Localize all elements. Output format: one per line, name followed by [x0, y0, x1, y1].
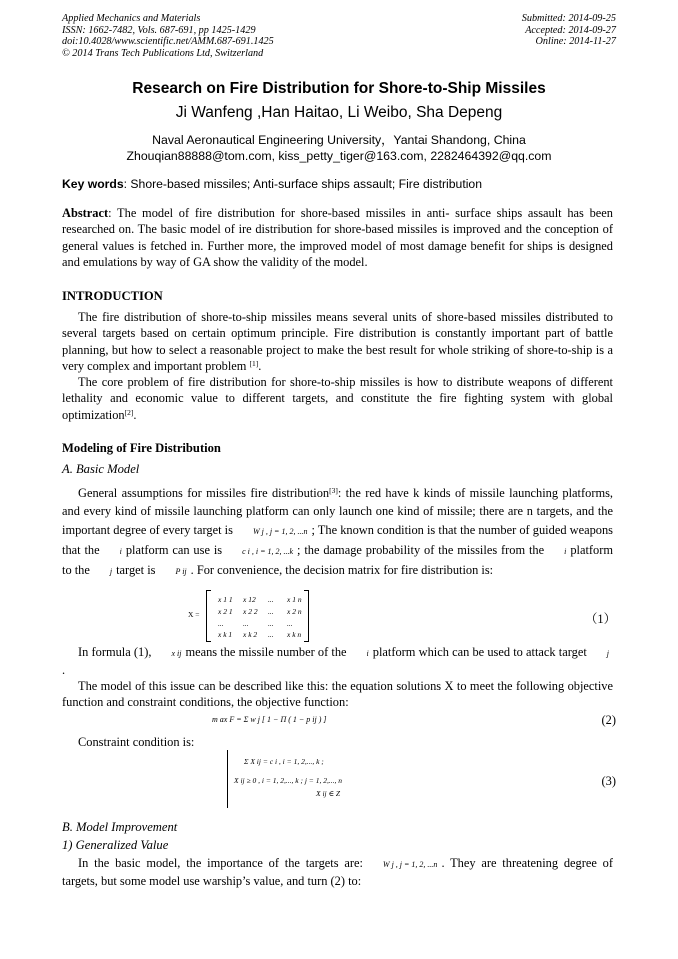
matrix-cell: ... — [218, 619, 224, 628]
equation-number-2: (2) — [601, 713, 616, 727]
matrix-cell: ... — [287, 619, 293, 628]
doi-line: doi:10.4028/www.scientific.net/AMM.687-691.1425 — [62, 36, 274, 48]
constraint-brace — [227, 750, 232, 808]
intro-paragraph-2: The core problem of fire distribution for shore-to-ship missiles is how to distribute weapons of different lethality and economic value to different targets, and constitute the fire fighting system with global optimization[2]. — [62, 375, 613, 422]
subsection-model-improvement: B. Model Improvement — [62, 820, 178, 834]
matrix-cell: ... — [268, 630, 274, 639]
matrix-cell: x 2 n — [287, 607, 302, 616]
math-p-ij: P ij — [175, 567, 187, 577]
matrix-cell: x 2 2 — [243, 607, 258, 616]
affiliation — [0, 132, 678, 164]
modeling-heading: Modeling of Fire Distribution — [62, 441, 221, 455]
accepted-date: Accepted: 2014-09-27 — [525, 24, 616, 36]
matrix-cell: ... — [243, 619, 249, 628]
keywords — [62, 177, 622, 191]
subsection-basic-model: A. Basic Model — [62, 462, 140, 476]
basic-model-paragraph: General assumptions for missiles fire distribution[3]: the red have k kinds of missile launching platforms, and every kind of missile launching platform can only launch one kind of missile; there are n targets, and the important degree of every target is W j , j = 1, 2, ...n ; The known condition is that the number of guided weapons that the i platform can use is c i , i = 1, 2, ...k ; the damage probability of the missiles from the i platform to the j target is P ij . For convenience, the decision matrix for fire distribution is: — [62, 484, 613, 581]
matrix-left-bracket — [206, 590, 211, 642]
math-i: i — [119, 546, 122, 556]
constraint-line: X ij ∈ Z — [316, 789, 341, 798]
matrix-cell: x 1 n — [287, 595, 302, 604]
constraint-line: X ij ≥ 0 , i = 1, 2,..., k ; j = 1, 2,..., n — [234, 776, 342, 785]
matrix-cell: ... — [268, 595, 274, 604]
affiliation-institution: Naval Aeronautical Engineering University，Yantai Shandong, China — [152, 133, 526, 147]
journal-header-right — [522, 13, 616, 48]
math-j: j — [606, 649, 609, 658]
citation-3: [3] — [329, 486, 338, 495]
formula-explanation: In formula (1), x ij means the missile number of the i platform which can be used to attack target j. — [62, 645, 609, 678]
math-w-j: W j , j = 1, 2, ...n — [382, 860, 438, 869]
math-j: j — [109, 567, 113, 577]
paper-authors: Ji Wanfeng ,Han Haitao, Li Weibo, Sha Depeng — [175, 104, 503, 121]
equation-number-1: （1） — [585, 612, 616, 626]
matrix-cell: x 1 1 — [218, 595, 233, 604]
citation-2: [2] — [124, 407, 134, 417]
matrix-cell: x 12 — [243, 595, 256, 604]
abstract — [62, 205, 613, 270]
constraint-line: Σ X ij = c i , i = 1, 2,..., k ; — [244, 757, 324, 766]
journal-name: Applied Mechanics and Materials — [62, 13, 201, 24]
matrix-cell: x k n — [287, 630, 302, 639]
copyright-line: © 2014 Trans Tech Publications Ltd, Switzerland — [62, 47, 264, 59]
matrix-right-bracket — [304, 590, 309, 642]
math-i: i — [564, 546, 567, 556]
equation-number-3: (3) — [601, 774, 616, 788]
matrix-label: X = — [188, 610, 200, 619]
matrix-cell: ... — [268, 619, 274, 628]
affiliation-emails: Zhouqian88888@tom.com, kiss_petty_tiger@163.com, 2282464392@qq.com — [126, 149, 552, 163]
citation-1: [1] — [249, 358, 259, 368]
matrix-cell: x 2 1 — [218, 607, 233, 616]
online-date: Online: 2014-11-27 — [535, 36, 616, 48]
intro-heading: INTRODUCTION — [62, 289, 163, 303]
submitted-date: Submitted: 2014-09-25 — [521, 13, 616, 24]
keywords-text: : Shore-based missiles; Anti-surface ships assault; Fire distribution — [123, 177, 482, 191]
subsection-generalized-value: 1) Generalized Value — [62, 838, 169, 852]
journal-header-left — [62, 13, 274, 59]
abstract-text: : The model of fire distribution for shore-based missiles in anti- surface ships assault has been researched on. The basic model of ire distribution for shore-based missiles is improved and the conception of general values is fetched in. Further more, the improved model of most damage benefit for ships is designed and emulations by way of GA show the validity of the model. — [62, 206, 613, 269]
math-x-ij: x ij — [171, 649, 182, 658]
intro-paragraph-1: The fire distribution of shore-to-ship missiles means several units of shore-based missiles distributed to several targets based on certain optimum principle. Fire distribution is constantly important part of battle planning, but how to select a reasonable project to make the best result for whole striking of shore-to-ship is a very complex and important problem [1]. — [62, 310, 613, 373]
keywords-label: Key words — [62, 177, 124, 191]
objective-paragraph: The model of this issue can be described like this: the equation solutions X to meet the following objective function and constraint conditions, the objective function: — [62, 679, 613, 710]
matrix-cell: ... — [268, 607, 274, 616]
matrix-cell: x k 2 — [243, 630, 258, 639]
matrix-cell: x k 1 — [218, 630, 233, 639]
generalized-value-paragraph: In the basic model, the importance of the targets are: W j , j = 1, 2, ...n . They are threatening degree of targets, but some model use warship’s value, and turn (2) to: — [62, 856, 613, 889]
math-w-j: W j , j = 1, 2, ...n — [252, 526, 308, 536]
math-c-i: c i , i = 1, 2, ...k — [242, 546, 294, 556]
abstract-label: Abstract — [62, 206, 109, 220]
issn-line: ISSN: 1662-7482, Vols. 687-691, pp 1425-1429 — [62, 24, 256, 36]
paper-title: Research on Fire Distribution for Shore-to-Ship Missiles — [132, 80, 546, 97]
constraint-label: Constraint condition is: — [78, 735, 195, 749]
math-i: i — [366, 649, 369, 658]
objective-function: m ax F = Σ w j [ 1 − Π ( 1 − p ij ) ] — [212, 715, 327, 724]
